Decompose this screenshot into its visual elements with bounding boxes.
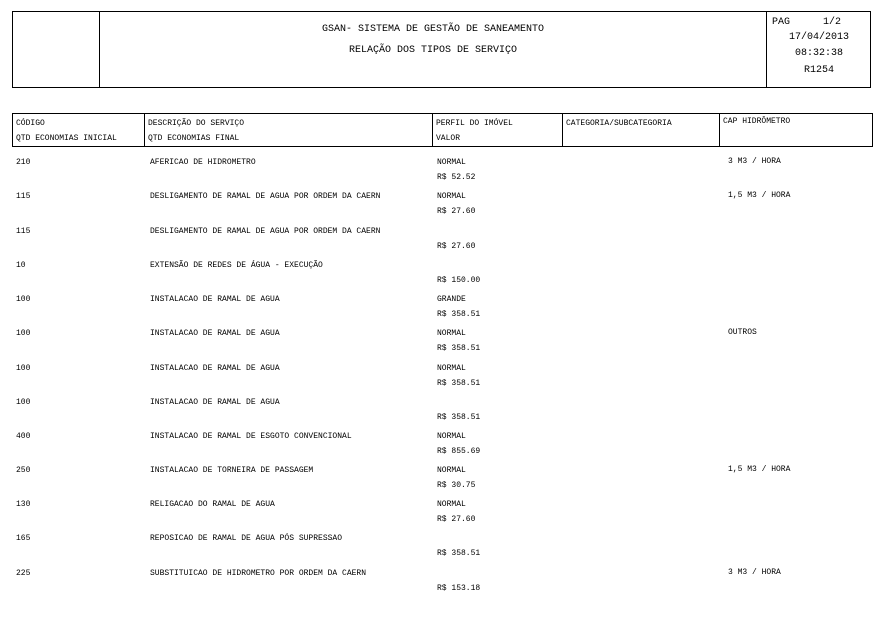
table-row	[0, 261, 894, 295]
report-title: RELAÇÃO DOS TIPOS DE SERVIÇO	[348, 45, 518, 56]
cell-perfil: NORMAL	[437, 329, 466, 338]
cell-description: RELIGACAO DO RAMAL DE AGUA	[150, 500, 275, 509]
cell-code: 210	[16, 158, 31, 167]
cell-valor: R$ 358.51	[437, 379, 481, 388]
cell-description: AFERICAO DE HIDROMETRO	[150, 158, 256, 167]
column-header-label: DESCRIÇÃO DO SERVIÇO	[148, 119, 245, 128]
page-label: PAG	[772, 17, 791, 28]
cell-valor: R$ 27.60	[437, 242, 476, 251]
table-row	[0, 432, 894, 466]
cell-description: REPOSICAO DE RAMAL DE AGUA PÓS SUPRESSAO	[150, 534, 343, 543]
cell-code: 250	[16, 466, 31, 475]
table-row	[0, 295, 894, 329]
cell-valor: R$ 27.60	[437, 515, 476, 524]
table-row	[0, 329, 894, 363]
cell-code: 225	[16, 569, 31, 578]
table-header	[12, 113, 873, 147]
cell-description: INSTALACAO DE RAMAL DE AGUA	[150, 364, 280, 373]
table-row	[0, 466, 894, 500]
column-header-label: VALOR	[436, 134, 461, 143]
report-date: 17/04/2013	[788, 32, 849, 43]
report-titles	[100, 12, 766, 87]
cell-perfil: NORMAL	[437, 432, 466, 441]
cell-code: 115	[16, 192, 31, 201]
cell-valor: R$ 358.51	[437, 344, 481, 353]
cell-code: 130	[16, 500, 31, 509]
cell-code: 115	[16, 227, 31, 236]
table-row	[0, 158, 894, 192]
cell-cap: 3 M3 / HORA	[728, 568, 781, 577]
table-row	[0, 569, 894, 603]
table-row	[0, 500, 894, 534]
cell-valor: R$ 358.51	[437, 549, 481, 558]
cell-description: INSTALACAO DE RAMAL DE AGUA	[150, 398, 280, 407]
cell-description: EXTENSÃO DE REDES DE ÁGUA - EXECUÇÃO	[150, 261, 323, 270]
table-row	[0, 227, 894, 261]
cell-valor: R$ 153.18	[437, 584, 481, 593]
page-number: 1/2	[823, 17, 842, 28]
report-meta	[766, 12, 871, 87]
table-row	[0, 398, 894, 432]
cell-valor: R$ 30.75	[437, 481, 476, 490]
cell-valor: R$ 358.51	[437, 310, 481, 319]
cell-description: INSTALACAO DE RAMAL DE AGUA	[150, 295, 280, 304]
cell-valor: R$ 150.00	[437, 276, 481, 285]
cell-code: 100	[16, 329, 31, 338]
cell-code: 100	[16, 398, 31, 407]
cell-description: INSTALACAO DE RAMAL DE ESGOTO CONVENCIONAL	[150, 432, 352, 441]
column-header-label: CATEGORIA/SUBCATEGORIA	[566, 119, 672, 128]
cell-valor: R$ 855.69	[437, 447, 481, 456]
report-header	[12, 11, 871, 88]
report-code: R1254	[803, 65, 834, 76]
logo-area	[13, 12, 100, 87]
system-title: GSAN- SISTEMA DE GESTÃO DE SANEAMENTO	[321, 24, 545, 35]
cell-code: 165	[16, 534, 31, 543]
cell-description: INSTALACAO DE RAMAL DE AGUA	[150, 329, 280, 338]
table-row	[0, 192, 894, 226]
column-header-label: QTD ECONOMIAS INICIAL	[16, 134, 117, 143]
table-row	[0, 534, 894, 568]
column-header-codigo	[13, 114, 145, 146]
cell-cap: 1,5 M3 / HORA	[728, 191, 791, 200]
cell-description: DESLIGAMENTO DE RAMAL DE AGUA POR ORDEM DA CAERN	[150, 227, 381, 236]
column-header-label: QTD ECONOMIAS FINAL	[148, 134, 240, 143]
column-header-label: CÓDIGO	[16, 119, 45, 128]
column-header-descricao	[145, 114, 433, 146]
cell-code: 400	[16, 432, 31, 441]
cell-perfil: NORMAL	[437, 500, 466, 509]
cell-perfil: NORMAL	[437, 364, 466, 373]
column-header-label: PERFIL DO IMÓVEL	[436, 119, 513, 128]
table-row	[0, 364, 894, 398]
cell-valor: R$ 52.52	[437, 173, 476, 182]
cell-valor: R$ 27.60	[437, 207, 476, 216]
cell-code: 10	[16, 261, 26, 270]
column-header-perfil	[433, 114, 563, 146]
report-time: 08:32:38	[794, 48, 843, 59]
column-header-cap	[720, 114, 872, 146]
cell-perfil: GRANDE	[437, 295, 466, 304]
column-header-label: CAP HIDRÔMETRO	[723, 117, 791, 126]
cell-cap: OUTROS	[728, 328, 757, 337]
cell-perfil: NORMAL	[437, 192, 466, 201]
cell-perfil: NORMAL	[437, 466, 466, 475]
cell-description: INSTALACAO DE TORNEIRA DE PASSAGEM	[150, 466, 314, 475]
cell-valor: R$ 358.51	[437, 413, 481, 422]
cell-perfil: NORMAL	[437, 158, 466, 167]
cell-code: 100	[16, 295, 31, 304]
cell-cap: 1,5 M3 / HORA	[728, 465, 791, 474]
cell-code: 100	[16, 364, 31, 373]
cell-description: SUBSTITUICAO DE HIDROMETRO POR ORDEM DA CAERN	[150, 569, 367, 578]
cell-description: DESLIGAMENTO DE RAMAL DE AGUA POR ORDEM DA CAERN	[150, 192, 381, 201]
column-header-categoria	[563, 114, 720, 146]
cell-cap: 3 M3 / HORA	[728, 157, 781, 166]
